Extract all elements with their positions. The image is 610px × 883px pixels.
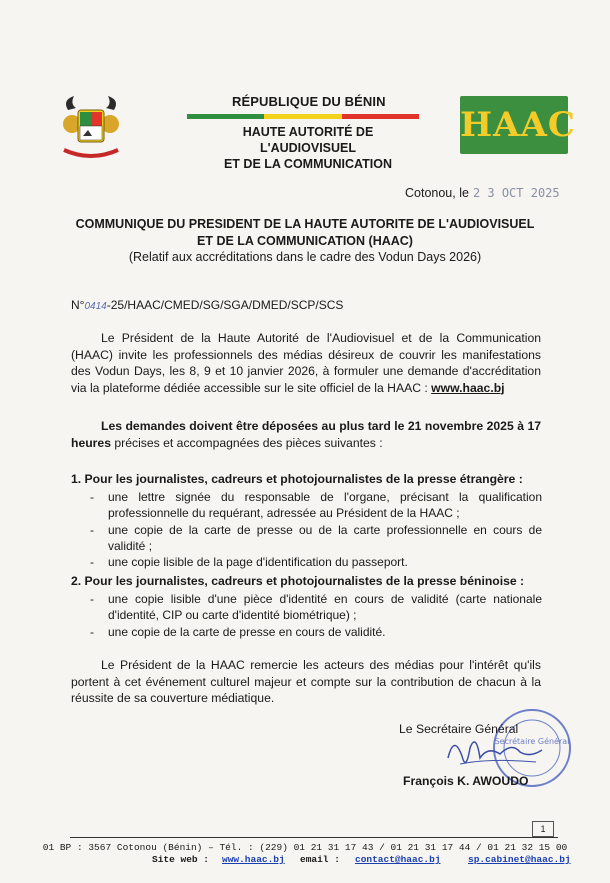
deadline-bold-text: Les demandes doivent être déposées au plus tard le 21 novembre 2025 à 17 heures <box>71 419 541 450</box>
list-item: - une copie lisible de la page d'identification du passeport. <box>90 554 542 570</box>
footer-site-label: Site web : <box>152 854 210 865</box>
reference-handwritten-number: 0414 <box>84 301 107 312</box>
authority-line-1: HAUTE AUTORITÉ DE L'AUDIOVISUEL <box>242 125 374 155</box>
communique-subtitle: (Relatif aux accréditations dans le cadre des Vodun Days 2026) <box>128 250 482 264</box>
seal-text: Secrétaire Général <box>494 737 570 746</box>
reference-code: -25/HAAC/CMED/SG/SGA/DMED/SCP/SCS <box>106 298 344 312</box>
section-2-title: 2. Pour les journalistes, cadreurs et photojournalistes de la presse béninoise : <box>71 574 525 588</box>
flag-stripe <box>187 114 419 119</box>
list-item: - une copie de la carte de presse en cours de validité. <box>90 624 542 640</box>
footer-email2-link[interactable]: sp.cabinet@haac.bj <box>468 854 571 865</box>
footer-site-link[interactable]: www.haac.bj <box>222 854 285 865</box>
list-item: - une copie de la carte de presse ou de la carte professionnelle en cours de validité ; <box>90 522 542 555</box>
authority-line-2: ET DE LA COMMUNICATION <box>223 157 393 171</box>
date-stamp: 2 3 OCT 2025 <box>472 186 560 200</box>
section-1-list <box>90 489 542 570</box>
haac-website-link[interactable]: www.haac.bj <box>431 380 505 395</box>
list-item: - une lettre signée du responsable de l'organe, précisant la qualification professionnelle du requérant, adressée au Président de la HAAC ; <box>90 489 542 522</box>
page-number: 1 <box>532 821 554 837</box>
intro-text: Le Président de la Haute Autorité de l'Audiovisuel et de la Communication (HAAC) invite les professionnels des médias désireux de couvrir les manifestations des Vodun Days, les 8, 9 et 10 janvier 2026, à formuler une demande d'accréditation via la plateforme dédiée accessible sur le site officiel de la HAAC : <box>71 331 541 395</box>
date-line <box>405 186 560 200</box>
list-item: - une copie lisible d'une pièce d'identité en cours de validité (carte nationale d'identité, CIP ou carte d'identité biométrique) ; <box>90 591 542 624</box>
footer-address: 01 BP : 3567 Cotonou (Bénin) – Tél. : (229) 01 21 31 17 43 / 01 21 31 17 44 / 01 21 32 15 00 <box>42 842 568 853</box>
authority-name <box>193 124 423 172</box>
footer-divider <box>70 837 558 838</box>
date-place: Cotonou, le <box>405 186 469 200</box>
benin-coat-of-arms-icon <box>58 92 124 164</box>
section-1-title: 1. Pour les journalistes, cadreurs et photojournalistes de la presse étrangère : <box>71 472 523 486</box>
intro-paragraph <box>71 330 541 396</box>
reference-prefix: N° <box>71 298 85 312</box>
signatory-name: François K. AWOUDO <box>403 774 529 788</box>
signatory-title: Le Secrétaire Général <box>399 722 519 736</box>
deadline-paragraph <box>71 418 541 451</box>
title-line-2: ET DE LA COMMUNICATION (HAAC) <box>197 234 413 248</box>
deadline-rest-text: précises et accompagnées des pièces suivantes : <box>110 435 383 450</box>
haac-logo: HAAC <box>460 96 568 154</box>
reference-number <box>71 298 343 312</box>
communique-title <box>40 216 570 250</box>
title-line-1: COMMUNIQUE DU PRESIDENT DE LA HAUTE AUTORITE DE L'AUDIOVISUEL <box>75 217 535 231</box>
closing-paragraph: Le Président de la HAAC remercie les acteurs des médias pour l'intérêt qu'ils portent à cet événement culturel majeur et compte sur la contribution de chacun à la réussite de sa couverture médiatique. <box>71 658 541 705</box>
footer-email-link[interactable]: contact@haac.bj <box>355 854 441 865</box>
republic-title: RÉPUBLIQUE DU BÉNIN <box>232 94 386 109</box>
section-2-list <box>90 591 542 640</box>
footer-email-label: email : <box>300 854 340 865</box>
